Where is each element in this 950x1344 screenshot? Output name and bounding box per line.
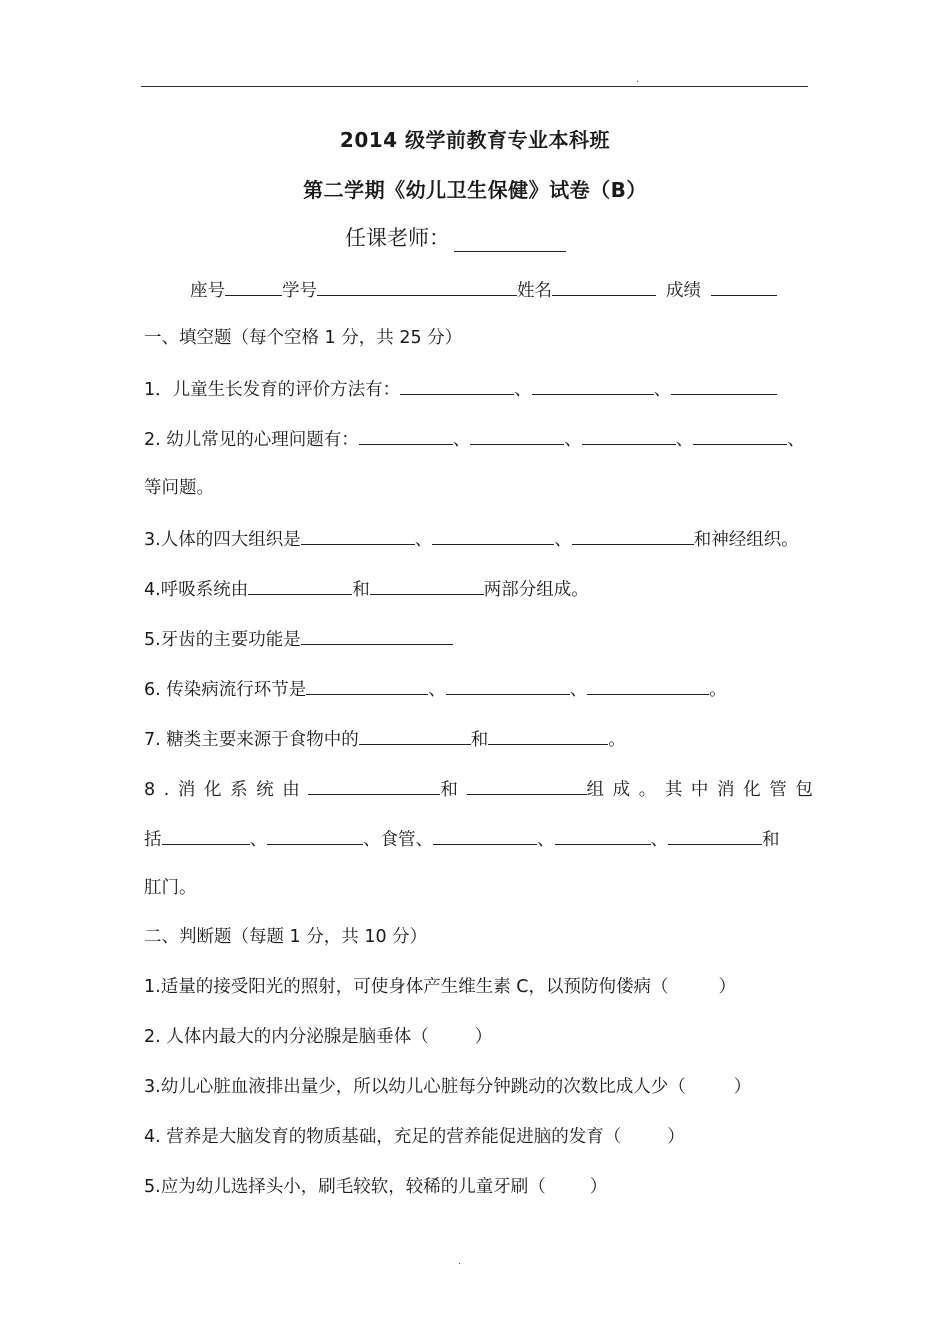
answer-blank[interactable] [693,426,787,445]
question-2 [144,426,805,452]
teacher-label: 任课老师： [345,226,450,250]
section2-heading: 二、判断题（每题 1 分，共 10 分） [144,927,428,947]
judgment-item-1 [144,975,736,999]
name-blank[interactable] [552,277,656,296]
answer-blank[interactable] [306,676,428,695]
question-text: 括 [144,830,162,850]
question-text: 和 [440,780,467,800]
question-5 [144,626,453,652]
question-text: 8.消化系统由 [144,780,309,800]
name-label: 姓名 [517,281,552,301]
question-text: 组成。其中消化管包 [586,780,822,800]
question-text: 4. 营养是大脑发育的物质基础，充足的营养能促进脑的发育（ [144,1127,622,1147]
score-label: 成绩 [666,281,701,301]
separator: 、 [537,830,555,850]
question-7 [144,726,626,752]
answer-blank[interactable] [370,576,484,595]
question-2-end: 等问题。 [144,478,214,498]
header-dot: . [636,74,640,85]
question-text: 和神经组织。 [693,530,799,550]
judgment-item-3 [144,1075,751,1099]
answer-blank[interactable] [671,376,777,395]
question-6 [144,676,727,702]
question-8-end: 肛门。 [144,878,197,898]
question-text: 4.呼吸系统由 [144,580,249,600]
answer-blank[interactable] [488,726,608,745]
answer-blank[interactable] [433,826,537,845]
question-text: 和 [762,830,780,850]
answer-blank[interactable] [301,526,415,545]
answer-blank[interactable] [446,676,570,695]
close-paren: ） [667,1127,685,1147]
judgment-item-4 [144,1125,685,1149]
answer-blank[interactable] [267,826,363,845]
seat-blank[interactable] [225,277,282,296]
answer-blank[interactable] [532,376,654,395]
separator: 。 [709,680,727,700]
question-3 [144,526,799,552]
separator: 、 [363,830,381,850]
answer-blank[interactable] [668,826,762,845]
answer-blank[interactable] [359,726,471,745]
answer-blank[interactable] [582,426,676,445]
separator: 、 [554,530,572,550]
student-info-row [190,277,777,303]
close-paren: ） [718,977,736,997]
separator: 、 [452,430,471,450]
close-paren: ） [589,1177,608,1197]
exam-title-line1: 2014 级学前教育专业本科班 [339,128,611,152]
separator: 、 [428,680,446,700]
footer-dot: . [458,1256,462,1267]
answer-blank[interactable] [400,376,514,395]
score-blank[interactable] [711,277,777,296]
separator: 、 [653,380,672,400]
answer-blank[interactable] [470,426,564,445]
separator: 、 [564,430,582,450]
question-text: 5.应为幼儿选择头小，刷毛较软，较稀的儿童牙刷（ [144,1177,546,1197]
seat-label: 座号 [190,281,225,301]
answer-blank[interactable] [162,826,250,845]
close-paren: ） [474,1027,493,1047]
exam-title-line2: 第二学期《幼儿卫生保健》试卷（B） [303,178,647,202]
header-rule [141,86,808,87]
answer-blank[interactable] [587,676,709,695]
answer-blank[interactable] [301,626,453,645]
separator: 、 [249,830,267,850]
student-no-blank[interactable] [317,277,517,296]
judgment-item-2 [144,1025,492,1049]
question-1 [144,376,777,402]
answer-blank[interactable] [555,826,651,845]
separator: 。 [608,730,626,750]
separator: 、 [415,830,433,850]
separator: 、 [569,680,588,700]
answer-blank[interactable] [308,776,440,795]
close-paren: ） [733,1077,752,1097]
question-4 [144,576,589,602]
section1-heading: 一、填空题（每个空格 1 分，共 25 分） [144,328,463,348]
question-8 [144,776,821,802]
question-text: 和 [352,580,370,600]
answer-blank[interactable] [467,776,587,795]
question-text: 5.牙齿的主要功能是 [144,630,301,650]
separator: 、 [675,430,694,450]
question-text: 3.人体的四大组织是 [144,530,301,550]
separator: 、 [650,830,668,850]
question-text: 1.适量的接受阳光的照射，可使身体产生维生素 C，以预防佝偻病（ [144,977,669,997]
question-text: 6. 传染病流行环节是 [144,680,307,700]
student-no-label: 学号 [282,281,317,301]
judgment-item-5 [144,1175,607,1199]
answer-blank[interactable] [248,576,352,595]
separator: 、 [414,530,433,550]
question-text: 2. 人体内最大的内分泌腺是脑垂体（ [144,1027,429,1047]
teacher-field [345,222,566,252]
question-text: 7. 糖类主要来源于食物中的 [144,730,359,750]
teacher-blank[interactable] [454,229,566,252]
question-text: 1．儿童生长发育的评价方法有： [144,380,401,400]
separator: 、 [514,380,532,400]
separator: 、 [787,430,805,450]
question-text: 2. 幼儿常见的心理问题有： [144,430,359,450]
question-text: 3.幼儿心脏血液排出量少，所以幼儿心脏每分钟跳动的次数比成人少（ [144,1077,686,1097]
question-8-line2 [144,826,780,852]
question-text: 食管 [380,830,416,850]
question-text: 两部分组成。 [483,580,589,600]
question-text: 和 [470,730,489,750]
answer-blank[interactable] [432,526,554,545]
answer-blank[interactable] [572,526,694,545]
answer-blank[interactable] [359,426,453,445]
